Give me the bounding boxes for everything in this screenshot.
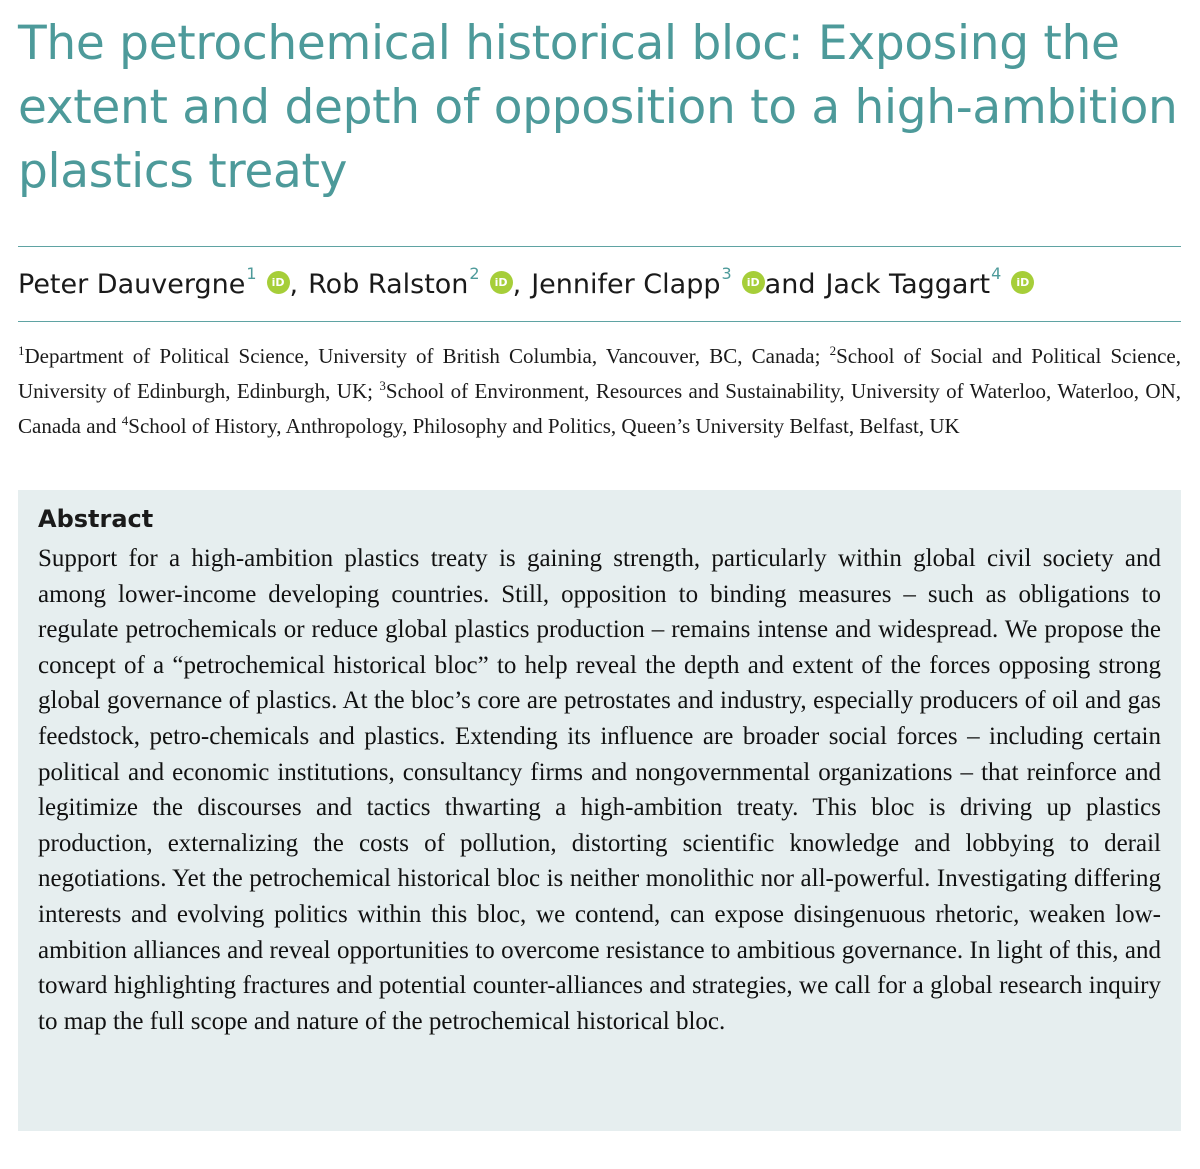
author-3: [531, 263, 825, 300]
author-name: Rob Ralston: [308, 268, 469, 300]
author-name: Jack Taggart: [825, 268, 991, 300]
author-2: [308, 263, 531, 300]
author-name: Peter Dauvergne: [18, 268, 246, 300]
article-title: The petrochemical historical bloc: Exposing the extent and depth of opposition to a high-ambition plastics treaty: [18, 16, 1178, 199]
author-affiliation-number: 2: [469, 263, 480, 283]
abstract-heading: Abstract: [38, 505, 154, 533]
affiliation-text: School of Environment, Resources and Sustainability, University of Waterloo, Waterloo, ON, Canada and: [18, 379, 1182, 438]
article-header: [18, 0, 1182, 1035]
author-list: [18, 247, 1181, 321]
abstract-box: [18, 490, 1181, 1131]
abstract-text: Support for a high-ambition plastics treaty is gaining strength, particularly within global civil society and among lower-income developing countries. Still, opposition to binding measures – such as obligations to regulate petrochemicals or reduce global plastics production – remains intense and widespread. We propose the concept of a “petrochemical historical bloc” to help reveal the depth and extent of the forces opposing strong global governance of plastics. At the bloc’s core are petrostates and industry, especially producers of oil and gas feedstock, petro-chemicals and plastics. Extending its influence are broader social forces – including certain political and economic institutions, consultancy firms and nongovernmental organizations – that reinforce and legitimize the discourses and tactics thwarting a high-ambition treaty. This bloc is driving up plastics production, externalizing the costs of pollution, distorting scientific knowledge and lobbying to derail negotiations. Yet the petrochemical historical bloc is neither monolithic nor all-powerful. Investigating differing interests and evolving politics within this bloc, we contend, can expose disingenuous rhetoric, weaken low-ambition alliances and reveal opportunities to overcome resistance to ambitious governance. In light of this, and toward highlighting fractures and potential counter-alliances and strategies, we call for a global research inquiry to map the full scope and nature of the petrochemical historical bloc.: [38, 545, 1161, 1035]
affiliation-number: 3: [379, 378, 386, 393]
orcid-icon[interactable]: iD: [742, 271, 765, 294]
author-1: [18, 263, 308, 300]
author-affiliation-number: 4: [991, 263, 1002, 283]
affiliation-number: 2: [829, 343, 837, 358]
affiliation-number: 1: [18, 343, 25, 358]
author-separator: ,: [289, 268, 299, 300]
author-separator: and: [764, 268, 816, 300]
authors-divider: [18, 321, 1181, 322]
orcid-icon[interactable]: iD: [490, 271, 513, 294]
orcid-icon[interactable]: iD: [1011, 271, 1034, 294]
author-name: Jennifer Clapp: [531, 268, 721, 300]
author-4: [825, 263, 1034, 300]
affiliation-text: School of History, Anthropology, Philosophy and Politics, Queen’s University Belfast, Belfast, UK: [128, 414, 960, 438]
affiliation-text: School of Social and Political Science, University of Edinburgh, Edinburgh, UK;: [18, 344, 1181, 403]
author-separator: ,: [512, 268, 522, 300]
affiliation-number: 4: [121, 413, 129, 428]
author-affiliation-number: 3: [721, 263, 732, 283]
author-affiliation-number: 1: [246, 263, 257, 283]
orcid-icon[interactable]: iD: [267, 271, 290, 294]
affiliation-text: Department of Political Science, University of British Columbia, Vancouver, BC, Canada;: [24, 344, 830, 368]
affiliations: [18, 340, 1181, 445]
